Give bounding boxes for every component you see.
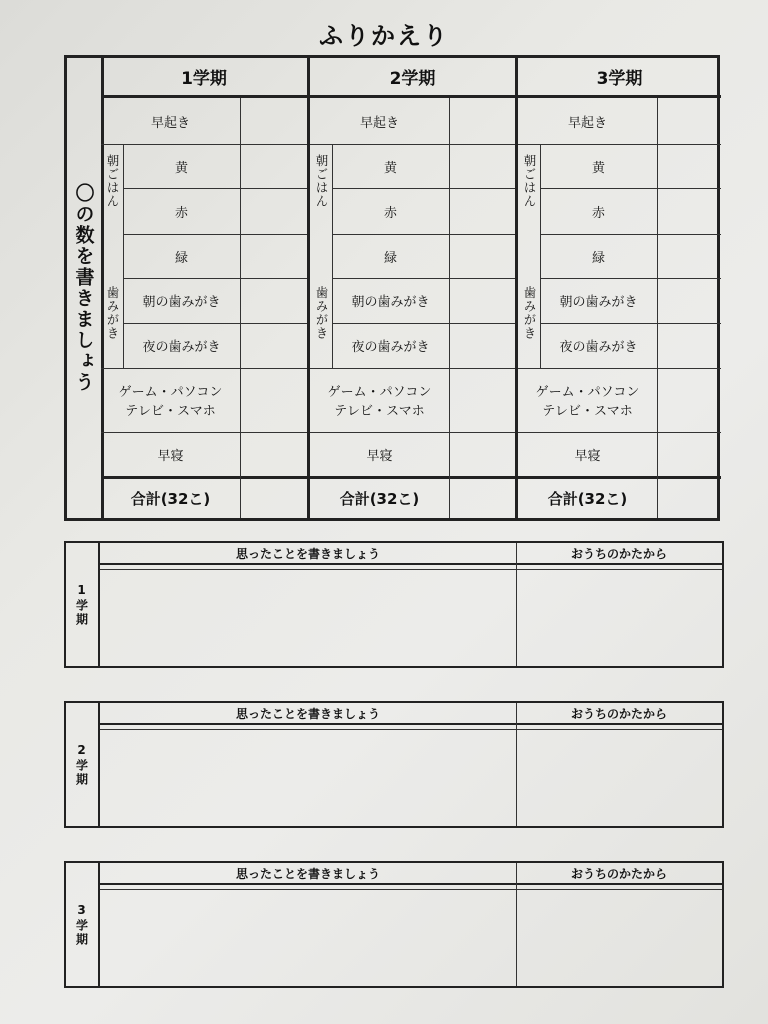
row-label-breakfast-1: 黄 <box>174 160 188 176</box>
brushing-2-count-field[interactable] <box>657 323 721 368</box>
breakfast-1-count-field[interactable] <box>449 144 515 188</box>
reflection-term-text: 1学期 <box>74 582 89 627</box>
row-label-brushing-1: 朝の歯みがき <box>142 295 221 310</box>
column-divider <box>516 863 517 986</box>
reflection-term-label <box>66 543 100 666</box>
breakfast-1-count-field[interactable] <box>240 144 307 188</box>
row-label-brushing-2: 夜の歯みがき <box>142 340 221 355</box>
breakfast-group-label <box>518 144 540 278</box>
screen-time-line1: ゲーム・パソコン <box>535 385 640 400</box>
page-title: ふりかえり <box>319 22 449 50</box>
term-header: 3学期 <box>518 58 721 98</box>
brushing-group-text: 歯みがき <box>522 286 537 340</box>
thoughts-writing-area[interactable] <box>102 570 515 666</box>
column-divider <box>516 703 517 826</box>
screen-time-count-field[interactable] <box>240 368 307 432</box>
column-divider <box>657 98 658 518</box>
row-label-brushing-2: 夜の歯みがき <box>351 340 430 355</box>
breakfast-group-text: 朝ごはん <box>522 154 537 208</box>
total-count-field[interactable] <box>449 478 515 518</box>
breakfast-2-count-field[interactable] <box>449 188 515 234</box>
row-label-brushing-1: 朝の歯みがき <box>351 295 430 310</box>
reflection-term-label <box>66 863 100 986</box>
row-label-breakfast-3: 緑 <box>174 250 188 266</box>
row-label-breakfast-2: 赤 <box>383 205 397 221</box>
brushing-2-count-field[interactable] <box>240 323 307 368</box>
reflection-box-3 <box>64 861 724 988</box>
row-label-early-sleep: 早寝 <box>574 448 601 464</box>
row-label-brushing-1: 朝の歯みがき <box>559 295 638 310</box>
breakfast-group-label <box>310 144 332 278</box>
row-label-screen-time <box>101 368 240 432</box>
row-label-breakfast-3: 緑 <box>383 250 397 266</box>
column-divider <box>449 98 450 518</box>
reflection-term-text: 3学期 <box>74 902 89 947</box>
breakfast-3-count-field[interactable] <box>240 234 307 278</box>
row-label-breakfast-1: 黄 <box>383 160 397 176</box>
breakfast-1-count-field[interactable] <box>657 144 721 188</box>
family-comment-header: おうちのかたから <box>516 543 722 565</box>
breakfast-2-count-field[interactable] <box>657 188 721 234</box>
brushing-1-count-field[interactable] <box>240 278 307 323</box>
brushing-1-count-field[interactable] <box>449 278 515 323</box>
screen-time-count-field[interactable] <box>657 368 721 432</box>
screen-time-line2: テレビ・スマホ <box>125 404 216 419</box>
column-divider <box>516 543 517 666</box>
term-header: 1学期 <box>101 58 307 98</box>
reflection-box-2 <box>64 701 724 828</box>
brushing-group-label <box>310 278 332 368</box>
row-label-breakfast-3: 緑 <box>591 250 605 266</box>
thoughts-header: 思ったことを書きましょう <box>100 703 516 725</box>
family-comment-header: おうちのかたから <box>516 703 722 725</box>
reflection-term-text: 2学期 <box>74 742 89 787</box>
family-comment-area[interactable] <box>518 570 722 666</box>
breakfast-group-text: 朝ごはん <box>105 154 120 208</box>
breakfast-3-count-field[interactable] <box>449 234 515 278</box>
row-label-screen-time <box>518 368 657 432</box>
screen-time-line2: テレビ・スマホ <box>334 404 425 419</box>
row-label-early-rise: 早起き <box>359 115 399 131</box>
row-label-early-sleep: 早寝 <box>366 448 393 464</box>
family-comment-header: おうちのかたから <box>516 863 722 885</box>
early-sleep-count-field[interactable] <box>657 432 721 476</box>
thoughts-writing-area[interactable] <box>102 890 515 986</box>
row-label-total: 合計(32こ) <box>547 489 628 508</box>
breakfast-group-label <box>101 144 123 278</box>
brushing-group-label <box>518 278 540 368</box>
column-divider <box>240 98 241 518</box>
row-label-total: 合計(32こ) <box>339 489 420 508</box>
row-label-early-rise: 早起き <box>150 115 190 131</box>
thoughts-writing-area[interactable] <box>102 730 515 826</box>
brushing-group-text: 歯みがき <box>314 286 329 340</box>
breakfast-2-count-field[interactable] <box>240 188 307 234</box>
early-sleep-count-field[interactable] <box>449 432 515 476</box>
breakfast-3-count-field[interactable] <box>657 234 721 278</box>
row-label-breakfast-1: 黄 <box>591 160 605 176</box>
row-label-early-sleep: 早寝 <box>157 448 184 464</box>
thoughts-header: 思ったことを書きましょう <box>100 543 516 565</box>
brushing-2-count-field[interactable] <box>449 323 515 368</box>
row-label-brushing-2: 夜の歯みがき <box>559 340 638 355</box>
reflection-term-label <box>66 703 100 826</box>
brushing-group-text: 歯みがき <box>105 286 120 340</box>
screen-time-line1: ゲーム・パソコン <box>118 385 223 400</box>
brushing-1-count-field[interactable] <box>657 278 721 323</box>
term-column-3 <box>515 58 721 518</box>
family-comment-area[interactable] <box>518 730 722 826</box>
row-label-breakfast-2: 赤 <box>174 205 188 221</box>
breakfast-group-text: 朝ごはん <box>314 154 329 208</box>
term-column-1 <box>101 58 307 518</box>
term-header: 2学期 <box>310 58 515 98</box>
screen-time-line1: ゲーム・パソコン <box>327 385 432 400</box>
early-rise-count-field[interactable] <box>657 98 721 144</box>
early-sleep-count-field[interactable] <box>240 432 307 476</box>
reflection-box-1 <box>64 541 724 668</box>
screen-time-line2: テレビ・スマホ <box>542 404 633 419</box>
row-label-early-rise: 早起き <box>567 115 607 131</box>
term-column-2 <box>307 58 515 518</box>
row-label-total: 合計(32こ) <box>130 489 211 508</box>
thoughts-header: 思ったことを書きましょう <box>100 863 516 885</box>
total-count-field[interactable] <box>240 478 307 518</box>
early-rise-count-field[interactable] <box>449 98 515 144</box>
row-label-screen-time <box>310 368 449 432</box>
brushing-group-label <box>101 278 123 368</box>
habit-table <box>64 55 720 521</box>
early-rise-count-field[interactable] <box>240 98 307 144</box>
screen-time-count-field[interactable] <box>449 368 515 432</box>
total-count-field[interactable] <box>657 478 721 518</box>
family-comment-area[interactable] <box>518 890 722 986</box>
side-label: 〇の数を書きましょう <box>67 58 104 518</box>
row-label-breakfast-2: 赤 <box>591 205 605 221</box>
